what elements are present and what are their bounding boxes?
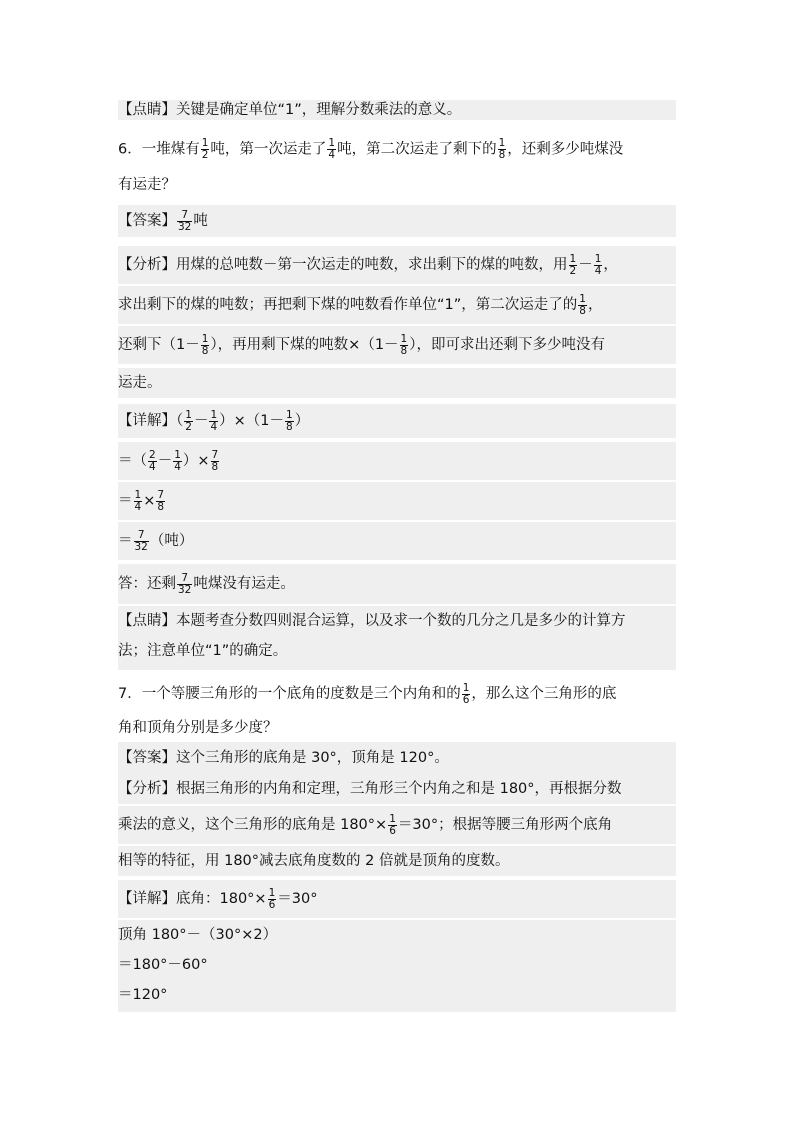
q7-detail-line1 [118,880,676,918]
analysis-text: ），再用剩下煤的吨数×（1－ [210,337,399,353]
math-text: 吨煤没有运走。 [193,576,295,592]
tip-text: 本题考查分数四则混合运算，以及求一个数的几分之几是多少的计算方 [176,613,626,629]
math-text: 底角：180°× [176,891,267,907]
tip-text: 关键是确定单位“1”，理解分数乘法的意义。 [176,102,462,118]
fraction [134,530,149,553]
q6-detail-line5 [118,564,676,604]
numerator: 1 [328,137,336,149]
numerator: 7 [157,488,165,501]
fraction [173,450,182,473]
denominator: 6 [389,824,396,837]
q7-question-line1 [118,676,676,712]
denominator: 32 [178,220,192,233]
fraction [268,888,277,911]
denominator: 8 [498,149,506,161]
numerator: 7 [211,448,219,461]
q7-analysis-line2 [118,806,676,844]
q7-analysis-line1 [118,774,676,804]
q6-analysis-line3 [118,326,676,364]
q6-tip-line2: 法；注意单位“1”的确定。 [118,643,288,659]
answer-label: 【答案】 [118,213,176,229]
fraction [498,138,507,161]
prev-tip-line [118,100,676,120]
numerator: 1 [389,812,396,825]
fraction [569,254,578,277]
q6-detail-line1 [118,404,676,438]
q6-text: 吨，第一次运走了 [210,141,327,158]
denominator: 4 [594,264,602,277]
fraction [594,254,603,277]
denominator: 6 [462,693,470,706]
numerator: 7 [177,573,192,585]
answer-label: 【答案】 [118,750,176,766]
tip-label: 【点睛】 [118,102,176,118]
q7-analysis-line3: 相等的特征，用 180°减去底角度数的 2 倍就是顶角的度数。 [118,846,676,876]
numerator: 1 [174,448,181,461]
q6-text: ，还剩多少吨煤没 [507,141,624,158]
numerator: 1 [286,408,293,421]
numerator: 1 [201,332,209,345]
analysis-text: ， [603,257,618,273]
math-text: ＝ [118,533,133,549]
q6-answer-line [118,205,676,237]
numerator: 1 [594,252,602,265]
math-text: 答：还剩 [118,576,176,592]
analysis-label: 【分析】 [118,257,176,273]
analysis-text: ＝30°；根据等腰三角形两个底角 [397,817,613,833]
fraction [327,138,336,161]
operator: － [157,453,173,469]
math-text: ＝30° [277,891,318,907]
q6-tip [118,606,676,670]
numerator: 1 [268,886,276,899]
math-text: （吨） [149,533,194,549]
analysis-text: 根据三角形的内角和定理，三角形三个内角之和是 180°，再根据分数 [176,781,622,797]
answer-unit: 吨 [193,213,208,229]
analysis-text: ），即可求出还剩下多少吨没有 [409,337,605,353]
fraction [462,683,471,706]
analysis-text: 求出剩下的煤的吨数；再把剩下煤的吨数看作单位“1”，第二次运走了的 [118,297,578,313]
fraction [201,334,210,357]
q6-question-line1 [118,138,676,161]
numerator: 7 [134,530,149,542]
math-text: （ [176,413,184,429]
fraction [388,814,397,837]
math-text: ）×（1－ [219,413,284,429]
denominator: 8 [400,344,408,357]
denominator: 2 [569,264,577,277]
q7-text: 7．一个等腰三角形的一个底角的度数是三个内角和的 [118,686,461,702]
denominator: 4 [134,500,142,513]
analysis-text: ， [587,297,603,313]
numerator: 1 [201,137,209,149]
denominator: 4 [149,460,156,473]
analysis-text: 乘法的意义，这个三角形的底角是 180°× [118,817,388,833]
denominator: 8 [201,344,209,357]
detail-label: 【详解】 [118,413,176,429]
fraction [134,490,143,513]
numerator: 1 [462,681,470,694]
math-text: ＝（ [118,453,147,469]
fraction [209,410,218,433]
denominator: 4 [210,420,218,433]
operator: － [578,257,593,273]
denominator: 32 [134,540,148,553]
denominator: 2 [185,420,192,433]
q6-analysis-line1 [118,246,676,284]
q6-text: 吨，第二次运走了剩下的 [337,141,497,158]
denominator: 8 [157,500,165,513]
fraction [148,450,157,473]
fraction [211,450,220,473]
math-text: ＝ [118,493,133,509]
numerator: 7 [177,210,192,222]
numerator: 1 [579,292,586,305]
fraction [400,334,409,357]
q6-analysis-line2 [118,286,676,324]
answer-text: 这个三角形的底角是 30°，顶角是 120°。 [176,750,449,766]
q7-detail-line4: ＝120° [118,980,676,1012]
q7-answer-line [118,742,676,774]
q6-detail-line2 [118,442,676,480]
denominator: 8 [286,420,293,433]
denominator: 8 [579,304,586,317]
analysis-text: 用煤的总吨数－第一次运走的吨数，求出剩下的煤的吨数，用 [176,257,568,273]
q6-analysis-line4: 运走。 [118,368,676,398]
q7-detail-line3: ＝180°－60° [118,950,676,980]
numerator: 2 [149,448,156,461]
denominator: 6 [268,898,276,911]
detail-label: 【详解】 [118,891,176,907]
numerator: 1 [134,488,142,501]
q6-tip-line1 [118,606,676,636]
numerator: 1 [498,137,506,149]
q6-text: 6．一堆煤有 [118,141,200,158]
q6-question-line2: 有运走？ [118,177,176,193]
q7-question-line2: 角和顶角分别是多少度？ [118,720,278,736]
denominator: 4 [174,460,181,473]
fraction [177,573,192,596]
fraction [578,294,587,317]
denominator: 32 [178,583,192,596]
denominator: 2 [201,149,209,161]
q6-detail-line4 [118,522,676,560]
operator: － [193,413,209,429]
analysis-label: 【分析】 [118,781,176,797]
fraction [285,410,294,433]
q7-detail-line2: 顶角 180°－（30°×2） [118,920,676,950]
math-text: ）× [182,453,210,469]
analysis-text: 还剩下（1－ [118,337,200,353]
q6-detail-line3 [118,482,676,520]
denominator: 4 [328,149,336,161]
fraction [184,410,193,433]
fraction [201,138,210,161]
math-text: ） [294,413,310,429]
denominator: 8 [211,460,219,473]
q7-text: ，那么这个三角形的底 [471,686,617,702]
numerator: 1 [569,252,577,265]
operator: × [143,493,156,509]
numerator: 1 [185,408,192,421]
fraction [177,210,192,233]
numerator: 1 [400,332,408,345]
numerator: 1 [210,408,218,421]
fraction [156,490,165,513]
tip-label: 【点睛】 [118,613,176,629]
